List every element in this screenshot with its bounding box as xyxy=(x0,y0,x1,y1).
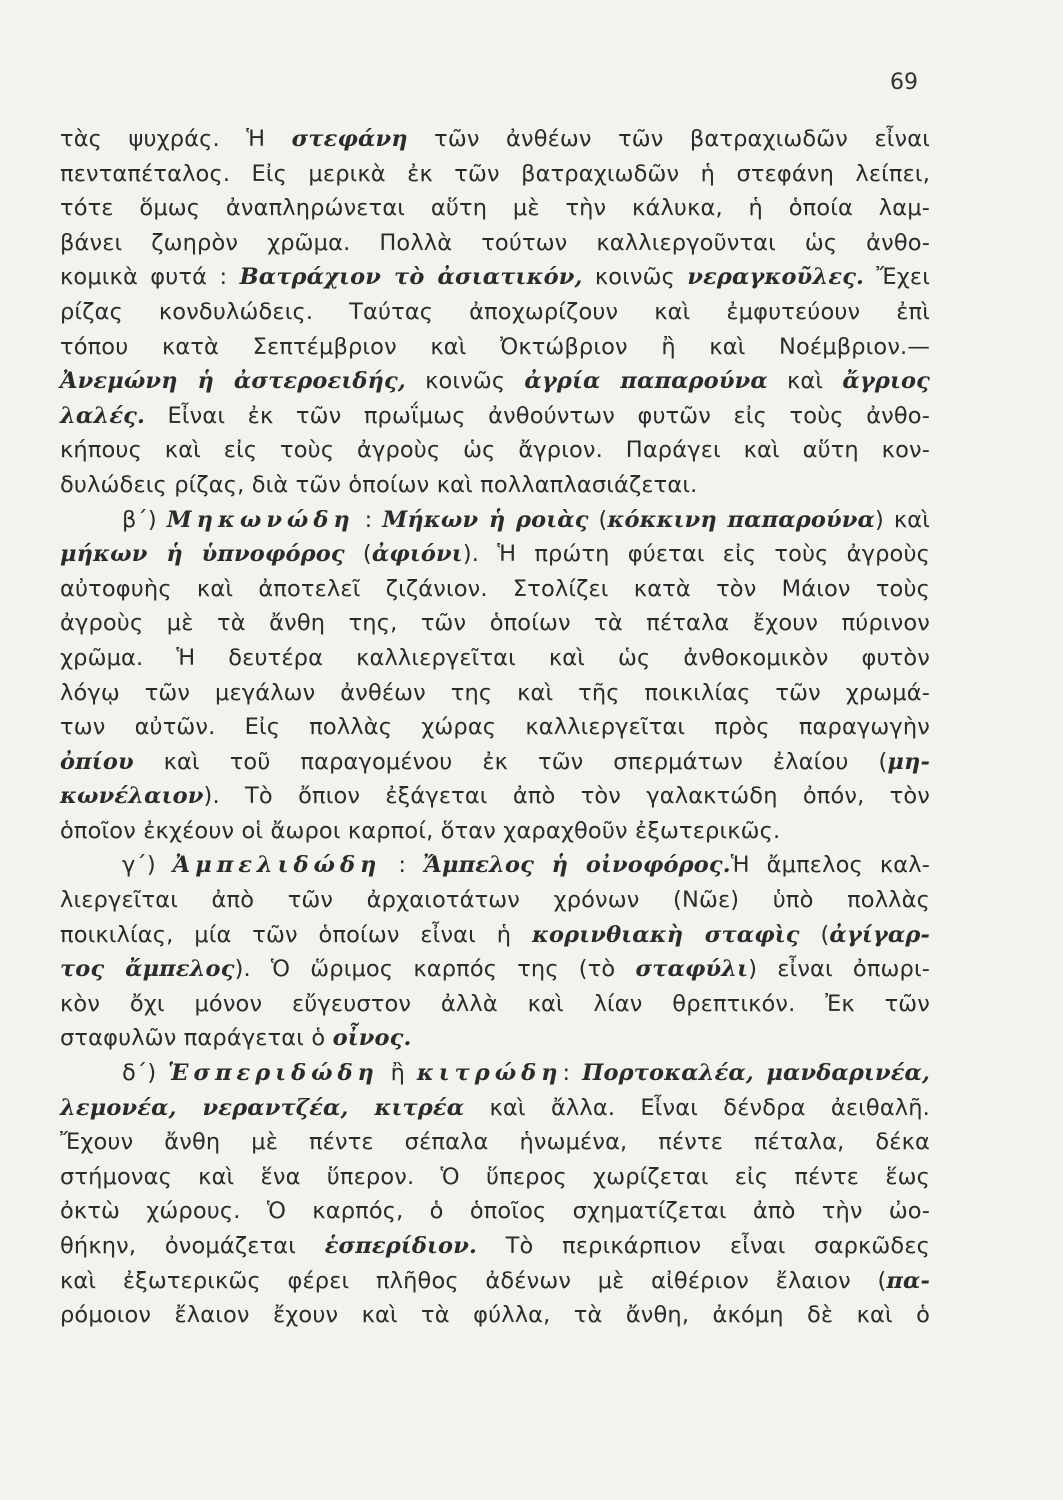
emphasized-term: Βατράχιον τὸ ἀσιατικόν, xyxy=(239,264,583,291)
text-run: θήκην, ὀνομάζεται xyxy=(60,1233,325,1259)
page-number: 69 xyxy=(890,70,918,95)
text-line xyxy=(60,606,930,641)
emphasized-term: ἄγριος xyxy=(842,368,930,395)
text-run: : xyxy=(562,1060,583,1087)
emphasized-term: πα- xyxy=(886,1267,930,1294)
text-line xyxy=(60,260,930,295)
text-line xyxy=(60,918,930,953)
text-line xyxy=(60,814,930,849)
text-line xyxy=(60,848,930,883)
text-line xyxy=(60,503,930,538)
text-run: αὐτοφυὴς καὶ ἀποτελεῖ ζιζάνιον. Στολίζει κατὰ τὸν Μάιον τοὺς xyxy=(60,575,930,602)
text-run: καὶ ἄλλα. Εἶναι δένδρα ἀειθαλῆ. xyxy=(464,1094,930,1121)
emphasized-term: Ἄμπελος ἡ οἰνοφόρος. xyxy=(423,852,731,879)
text-run: τόπου κατὰ Σεπτέμβριον καὶ Ὀκτώβριον ἢ καὶ Νοέμβριον.— xyxy=(60,333,930,360)
text-line xyxy=(60,433,930,468)
text-run: ). Ὁ ὥριμος καρπός της (τὸ xyxy=(234,956,636,983)
emphasized-term: λεμονέα, νεραντζέα, κιτρέα xyxy=(60,1094,465,1121)
emphasized-term: ἑσπερίδιον. xyxy=(324,1233,477,1259)
text-run: ) εἶναι ὀπωρι- xyxy=(748,956,930,983)
emphasized-term: σταφύλι xyxy=(635,956,749,983)
body-text xyxy=(60,122,930,1333)
emphasized-term: κωνέλαιον xyxy=(60,783,204,810)
text-run: Ἔχουν ἄνθη μὲ πέντε σέπαλα ἡνωμένα, πέντε πέταλα, δέκα xyxy=(60,1129,930,1156)
emphasized-term: κιτρώδη xyxy=(416,1060,563,1087)
text-run: χρῶμα. Ἡ δευτέρα καλλιεργεῖται καὶ ὡς ἀνθοκομικὸν φυτὸν xyxy=(60,644,930,671)
emphasized-term: μήκων ἡ ὑπνοφόρος xyxy=(60,541,345,568)
text-run: ἀγροὺς μὲ τὰ ἄνθη της, τῶν ὁποίων τὰ πέταλα ἔχουν πύρινον xyxy=(60,610,930,637)
text-line xyxy=(60,987,930,1022)
text-run: κομικὰ φυτά : xyxy=(60,264,240,291)
text-run: β΄) xyxy=(122,506,167,533)
text-line xyxy=(60,1160,930,1195)
text-run: ). Τὸ ὄπιον ἐξάγεται ἀπὸ τὸν γαλακτώδη ὀπόν, τὸν xyxy=(203,783,930,810)
text-run: δ΄) xyxy=(122,1060,169,1087)
emphasized-term: νεραγκοῦλες. xyxy=(687,264,865,291)
text-run: ποικιλίας, μία τῶν ὁποίων εἶναι ἡ xyxy=(60,921,532,948)
text-line xyxy=(60,1264,930,1299)
emphasized-term: μη- xyxy=(887,748,930,775)
text-line xyxy=(60,710,930,745)
text-line xyxy=(60,1125,930,1160)
text-run: καὶ xyxy=(767,368,843,395)
emphasized-term: Ἀνεμώνη ἡ ἀστεροειδής, xyxy=(60,368,406,395)
text-line xyxy=(60,364,930,399)
text-run: γ΄) xyxy=(122,852,173,879)
text-run: Εἶναι ἐκ τῶν πρωΐμως ἀνθούντων φυτῶν εἰς τοὺς ἀνθο- xyxy=(144,402,930,429)
emphasized-term: κόκκινη παπαρούνα xyxy=(607,506,875,533)
text-line xyxy=(60,745,930,780)
emphasized-term: στεφάνη xyxy=(291,126,408,152)
text-run: ὀκτὼ χώρους. Ὁ καρπός, ὁ ὁποῖος σχηματίζεται ἀπὸ τὴν ὠο- xyxy=(60,1198,930,1225)
text-line xyxy=(60,122,930,157)
text-line xyxy=(60,1194,930,1229)
emphasized-term: ἀγρία παπαρούνα xyxy=(524,368,768,395)
text-run: : xyxy=(381,852,424,879)
text-run: βάνει ζωηρὸν χρῶμα. Πολλὰ τούτων καλλιεργοῦνται ὡς ἀνθο- xyxy=(60,229,930,256)
emphasized-term: τος ἄμπελος xyxy=(60,956,235,983)
text-run: ρόμοιον ἔλαιον ἔχουν καὶ τὰ φύλλα, τὰ ἄνθη, ἀκόμη δὲ καὶ ὁ xyxy=(60,1302,930,1329)
text-run: ( xyxy=(799,921,830,948)
text-run: καὶ τοῦ παραγομένου ἐκ τῶν σπερμάτων ἐλαίου ( xyxy=(133,748,888,775)
text-run: Τὸ περικάρπιον εἶναι σαρκῶδες xyxy=(476,1233,930,1259)
text-run: λόγῳ τῶν μεγάλων ἀνθέων της καὶ τῆς ποικιλίας τῶν χρωμά- xyxy=(60,679,930,706)
text-line xyxy=(60,1229,930,1264)
text-run: Ἔχει xyxy=(864,264,930,291)
text-run: των αὐτῶν. Εἰς πολλὰς χώρας καλλιεργεῖται πρὸς παραγωγὴν xyxy=(60,714,930,741)
text-line xyxy=(60,1091,930,1126)
emphasized-term: ὀπίου xyxy=(60,748,134,775)
text-line xyxy=(60,399,930,434)
text-run: ( xyxy=(588,506,608,533)
text-run: στήμονας καὶ ἕνα ὕπερον. Ὁ ὕπερος χωρίζεται εἰς πέντε ἕως xyxy=(60,1163,930,1190)
text-run: κὸν ὄχι μόνον εὔγευστον ἀλλὰ καὶ λίαν θρεπτικόν. Ἐκ τῶν xyxy=(60,990,930,1017)
text-run: κήπους καὶ εἰς τοὺς ἀγροὺς ὡς ἄγριον. Παράγει καὶ αὕτη κον- xyxy=(60,437,930,464)
text-line xyxy=(60,537,930,572)
emphasized-term: λαλές. xyxy=(60,402,145,429)
text-run: σταφυλῶν παράγεται ὁ xyxy=(60,1025,333,1052)
emphasized-term: Ἀμπελιδώδη xyxy=(172,852,382,879)
text-run: πενταπέταλος. Εἰς μερικὰ ἐκ τῶν βατραχιωδῶν ἡ στεφάνη λείπει, xyxy=(60,160,930,187)
text-run: ). Ἡ πρώτη φύεται εἰς τοὺς ἀγροὺς xyxy=(462,541,930,568)
text-run: τῶν ἀνθέων τῶν βατραχιωδῶν εἶναι xyxy=(407,126,930,152)
text-line xyxy=(60,676,930,711)
text-line xyxy=(60,295,930,330)
text-run: λιεργεῖται ἀπὸ τῶν ἀρχαιοτάτων χρόνων (Νῶε) ὑπὸ πολλὰς xyxy=(60,887,930,914)
text-run: ἢ xyxy=(378,1060,417,1087)
text-line xyxy=(60,1021,930,1056)
text-line xyxy=(60,779,930,814)
text-run: τὰς ψυχράς. Ἡ xyxy=(60,126,292,152)
text-line xyxy=(60,226,930,261)
emphasized-term: ἀφιόνι xyxy=(371,541,463,568)
emphasized-term: κορινθιακὴ σταφὶς xyxy=(531,921,800,948)
emphasized-term: Ἑσπεριδώδη xyxy=(168,1060,379,1087)
text-line xyxy=(60,191,930,226)
text-run: τότε ὅμως ἀναπληρώνεται αὕτη μὲ τὴν κάλυκα, ἡ ὁποία λαμ- xyxy=(60,195,930,222)
text-line xyxy=(60,641,930,676)
emphasized-term: Μήκων ἡ ροιὰς xyxy=(382,506,589,533)
text-run: Ἡ ἄμπελος καλ- xyxy=(730,852,930,879)
text-run: : xyxy=(354,506,383,533)
text-run: δυλώδεις ρίζας, διὰ τῶν ὁποίων καὶ πολλαπλασιάζεται. xyxy=(60,471,698,498)
text-line xyxy=(60,883,930,918)
text-run: κοινῶς xyxy=(405,368,525,395)
emphasized-term: Μηκωνώδη xyxy=(166,506,355,533)
text-line xyxy=(60,330,930,365)
emphasized-term: οἶνος. xyxy=(332,1025,412,1052)
text-line xyxy=(60,1298,930,1333)
text-line xyxy=(60,468,930,503)
emphasized-term: Πορτοκαλέα, μανδαρινέα, xyxy=(582,1060,931,1087)
text-run: καὶ ἐξωτερικῶς φέρει πλῆθος ἀδένων μὲ αἰθέριον ἔλαιον ( xyxy=(60,1267,887,1294)
text-run: κοινῶς xyxy=(582,264,688,291)
emphasized-term: ἀγίγαρ- xyxy=(829,921,930,948)
text-line xyxy=(60,952,930,987)
text-line xyxy=(60,572,930,607)
text-run: ὁποῖον ἐκχέουν οἱ ἄωροι καρποί, ὅταν χαραχθοῦν ἐξωτερικῶς. xyxy=(60,817,781,844)
text-run: ρίζας κονδυλώδεις. Ταύτας ἀποχωρίζουν καὶ ἐμφυτεύουν ἐπὶ xyxy=(60,298,930,325)
text-run: ) καὶ xyxy=(874,506,930,533)
text-line xyxy=(60,157,930,192)
text-run: ( xyxy=(344,541,372,568)
text-line xyxy=(60,1056,930,1091)
